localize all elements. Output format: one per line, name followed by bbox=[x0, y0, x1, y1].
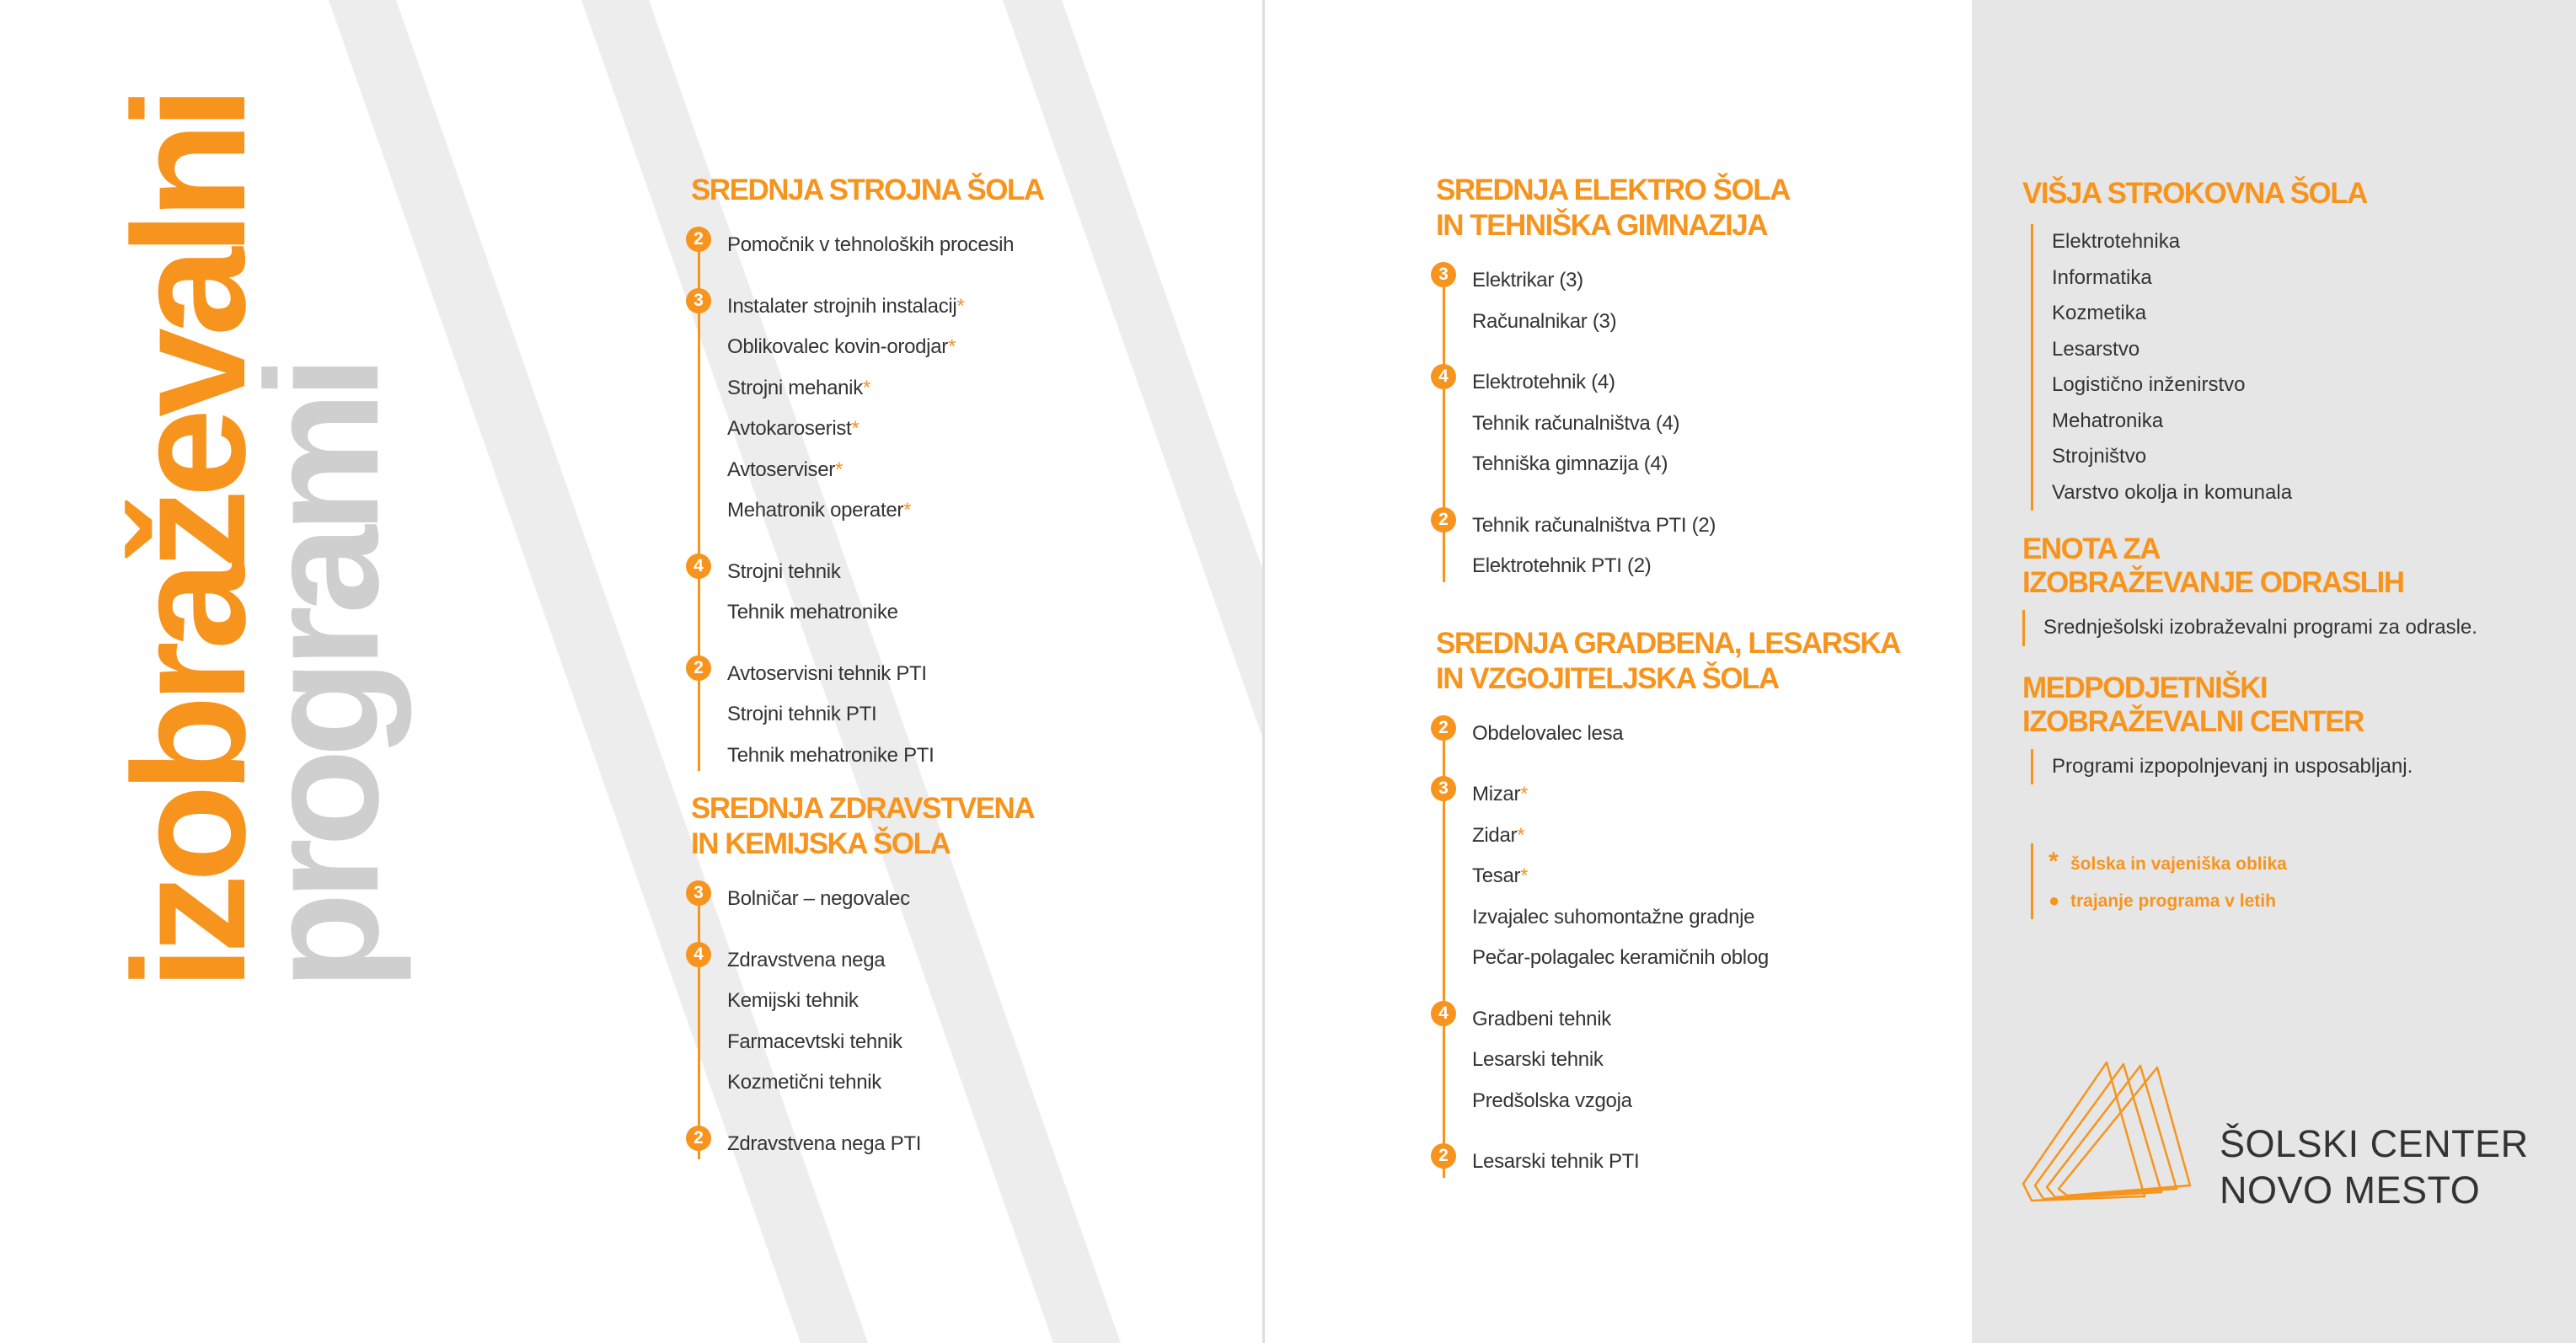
program-group bbox=[691, 879, 1163, 920]
medpodjetniski-description bbox=[2031, 749, 2545, 785]
program-group bbox=[691, 225, 1163, 266]
program-item bbox=[691, 592, 1163, 634]
years-badge: 4 bbox=[686, 554, 711, 579]
years-badge: 3 bbox=[1431, 776, 1456, 801]
program-item bbox=[691, 286, 1163, 328]
program-name: Lesarski tehnik bbox=[1472, 1048, 1604, 1071]
program-item bbox=[1436, 1040, 1925, 1081]
enota-izobrazevanje-odraslih bbox=[2022, 532, 2545, 646]
program-item bbox=[691, 736, 1163, 777]
visja-program-item: Varstvo okolja in komunala bbox=[2052, 480, 2293, 504]
asterisk-icon: * bbox=[1517, 823, 1525, 847]
program-item bbox=[1436, 938, 1925, 979]
years-badge: 3 bbox=[686, 880, 711, 906]
years-badge: 2 bbox=[686, 227, 711, 252]
years-badge: 3 bbox=[1431, 262, 1456, 287]
school-title bbox=[691, 791, 1163, 862]
visja-program-item: Strojništvo bbox=[2052, 445, 2147, 468]
program-item bbox=[1436, 856, 1925, 897]
program-item bbox=[1436, 260, 1925, 302]
program-item bbox=[1436, 302, 1925, 343]
program-name: Mehatronik operater bbox=[727, 499, 904, 522]
program-name: Strojni tehnik bbox=[727, 559, 841, 583]
program-item bbox=[1436, 404, 1925, 445]
visja-program-item: Kozmetika bbox=[2052, 302, 2147, 324]
medpodjetniski-title bbox=[2022, 672, 2545, 739]
program-name: Strojni tehnik PTI bbox=[727, 703, 877, 725]
asterisk-icon: * bbox=[862, 376, 870, 399]
program-name: Strojni mehanik bbox=[727, 376, 863, 399]
program-group bbox=[691, 552, 1163, 634]
program-name: Elektrotehnik (4) bbox=[1472, 371, 1615, 393]
school-logo-text bbox=[2220, 1121, 2529, 1213]
program-item bbox=[691, 981, 1163, 1022]
page-fold bbox=[1262, 0, 1265, 1343]
asterisk-icon: * bbox=[947, 335, 956, 358]
program-name: Zdravstvena nega PTI bbox=[727, 1132, 922, 1155]
program-name: Obdelovalec lesa bbox=[1472, 721, 1624, 745]
program-item bbox=[1436, 506, 1925, 547]
asterisk-icon: * bbox=[835, 457, 843, 481]
visja-program-item: Lesarstvo bbox=[2052, 337, 2140, 361]
program-item bbox=[1436, 546, 1925, 587]
program-item bbox=[691, 368, 1163, 409]
school-title bbox=[1436, 173, 1925, 243]
program-name: Gradbeni tehnik bbox=[1472, 1007, 1611, 1030]
program-name: Pomočnik v tehnoloških procesih bbox=[727, 233, 1015, 256]
asterisk-icon: * bbox=[903, 499, 912, 522]
program-group bbox=[691, 286, 1163, 532]
school-block bbox=[1436, 173, 1925, 587]
logo-line-1: ŠOLSKI CENTER bbox=[2220, 1122, 2529, 1165]
medpodjetniski-title-line-2: IZOBRAŽEVALNI CENTER bbox=[2022, 704, 2364, 738]
asterisk-icon: * bbox=[2048, 848, 2059, 875]
school-title-line: IN KEMIJSKA ŠOLA bbox=[691, 827, 951, 860]
program-name: Avtoserviser bbox=[727, 457, 836, 481]
vertical-title bbox=[100, 94, 412, 990]
years-badge: 2 bbox=[1431, 1143, 1456, 1169]
visja-title-line: VIŠJA STROKOVNA ŠOLA bbox=[2022, 177, 2367, 210]
program-name: Zidar bbox=[1472, 823, 1518, 847]
program-item bbox=[691, 694, 1163, 736]
program-name: Bolničar – negovalec bbox=[727, 887, 910, 910]
asterisk-icon: * bbox=[1520, 783, 1529, 805]
school-block bbox=[1436, 626, 1925, 1183]
legend bbox=[2031, 843, 2545, 919]
program-item bbox=[691, 490, 1163, 532]
school-title-line: SREDNJA GRADBENA, LESARSKA bbox=[1436, 626, 1900, 660]
years-badge: 2 bbox=[686, 655, 711, 681]
program-group bbox=[1436, 999, 1925, 1122]
program-item bbox=[691, 1022, 1163, 1063]
program-item bbox=[1436, 897, 1925, 939]
program-item bbox=[691, 409, 1163, 450]
odrasli-description bbox=[2022, 610, 2545, 646]
medpodjetniski-title-line-1: MEDPODJETNIŠKI bbox=[2022, 671, 2268, 704]
program-name: Tesar bbox=[1472, 864, 1521, 887]
program-item bbox=[1436, 999, 1925, 1041]
school-title bbox=[1436, 626, 1925, 697]
program-name: Tehnik računalništva PTI (2) bbox=[1472, 513, 1716, 537]
program-item bbox=[1436, 816, 1925, 857]
legend-star-row bbox=[2048, 843, 2545, 882]
program-group bbox=[1436, 362, 1925, 485]
years-badge: 4 bbox=[686, 942, 711, 967]
program-name: Pečar-polagalec keramičnih oblog bbox=[1472, 946, 1769, 969]
program-item bbox=[691, 327, 1163, 368]
years-badge: 2 bbox=[1431, 715, 1456, 741]
program-group bbox=[1436, 714, 1925, 755]
odrasli-text: Srednješolski izobraževalni programi za odrasle. bbox=[2043, 616, 2477, 639]
program-item bbox=[1436, 714, 1925, 755]
column-2 bbox=[1436, 173, 1925, 1183]
program-name: Elektrikar (3) bbox=[1472, 269, 1583, 292]
asterisk-icon: * bbox=[1520, 864, 1529, 887]
program-name: Instalater strojnih instalacij bbox=[727, 294, 957, 318]
school-block bbox=[691, 173, 1163, 776]
program-item bbox=[691, 1124, 1163, 1165]
visja-program-item: Informatika bbox=[2052, 265, 2152, 289]
title-word-izobrazevalni: izobraževalni bbox=[100, 94, 279, 990]
program-group bbox=[1436, 260, 1925, 342]
school-title-line: IN TEHNIŠKA GIMNAZIJA bbox=[1436, 209, 1768, 242]
legend-dot-row bbox=[2048, 882, 2545, 919]
program-item bbox=[1436, 774, 1925, 816]
years-badge: 4 bbox=[1431, 1001, 1456, 1026]
column-1 bbox=[691, 173, 1163, 1164]
program-name: Tehnik računalništva (4) bbox=[1472, 411, 1680, 435]
program-item bbox=[1436, 1142, 1925, 1183]
visja-program-list bbox=[2031, 224, 2545, 511]
program-name: Lesarski tehnik PTI bbox=[1472, 1150, 1640, 1173]
logo-line-2: NOVO MESTO bbox=[2220, 1169, 2481, 1212]
medpodjetniski-izobrazevalni-center bbox=[2022, 672, 2545, 785]
program-list bbox=[1436, 714, 1925, 1183]
odrasli-title bbox=[2022, 532, 2545, 600]
program-group bbox=[1436, 506, 1925, 587]
visja-program-item: Mehatronika bbox=[2052, 409, 2164, 432]
program-name: Računalnikar (3) bbox=[1472, 309, 1617, 333]
dot-icon: ● bbox=[2048, 890, 2060, 911]
program-name: Elektrotehnik PTI (2) bbox=[1472, 554, 1652, 577]
program-name: Kozmetični tehnik bbox=[727, 1071, 881, 1094]
program-item bbox=[691, 225, 1163, 266]
asterisk-icon: * bbox=[851, 417, 860, 440]
program-name: Kemijski tehnik bbox=[727, 989, 859, 1012]
asterisk-icon: * bbox=[956, 294, 965, 318]
program-name: Tehnik mehatronike PTI bbox=[727, 743, 935, 767]
program-list bbox=[691, 225, 1163, 776]
years-badge: 4 bbox=[1431, 364, 1456, 389]
program-group bbox=[691, 940, 1163, 1104]
visja-program-item: Elektrotehnika bbox=[2052, 230, 2181, 253]
school-title-line: SREDNJA ZDRAVSTVENA bbox=[691, 792, 1035, 825]
school-title-line: IN VZGOJITELJSKA ŠOLA bbox=[1436, 661, 1779, 695]
visja-title bbox=[2022, 177, 2545, 211]
program-name: Avtoservisni tehnik PTI bbox=[727, 661, 927, 685]
program-item bbox=[691, 654, 1163, 695]
program-name: Tehnik mehatronike bbox=[727, 601, 898, 623]
program-name: Tehniška gimnazija (4) bbox=[1472, 452, 1668, 475]
program-item bbox=[691, 1062, 1163, 1104]
years-badge: 3 bbox=[686, 288, 711, 313]
program-item bbox=[1436, 1081, 1925, 1122]
program-item bbox=[1436, 444, 1925, 485]
visja-program-item: Logistično inženirstvo bbox=[2052, 373, 2246, 396]
column-3 bbox=[2022, 177, 2545, 919]
visja-strokovna-sola bbox=[2022, 177, 2545, 511]
school-block bbox=[691, 791, 1163, 1164]
odrasli-title-line-2: IZOBRAŽEVANJE ODRASLIH bbox=[2022, 566, 2404, 599]
years-badge: 2 bbox=[686, 1126, 711, 1151]
program-name: Farmacevtski tehnik bbox=[727, 1030, 902, 1053]
medpodjetniski-text: Programi izpopolnjevanj in usposabljanj. bbox=[2052, 754, 2413, 778]
school-title bbox=[691, 173, 1163, 208]
program-name: Zdravstvena nega bbox=[727, 948, 886, 971]
program-group bbox=[691, 1124, 1163, 1165]
program-group bbox=[1436, 774, 1925, 979]
program-list bbox=[1436, 260, 1925, 587]
program-item bbox=[691, 450, 1163, 491]
years-badge: 2 bbox=[1431, 507, 1456, 532]
program-item bbox=[691, 879, 1163, 920]
program-name: Predšolska vzgoja bbox=[1472, 1089, 1632, 1112]
school-logo-icon bbox=[2018, 1057, 2195, 1205]
program-item bbox=[691, 940, 1163, 982]
legend-star-text: šolska in vajeniška oblika bbox=[2070, 854, 2287, 874]
school-title-line: SREDNJA ELEKTRO ŠOLA bbox=[1436, 174, 1790, 206]
program-name: Oblikovalec kovin-orodjar bbox=[727, 335, 948, 358]
program-name: Mizar bbox=[1472, 783, 1521, 805]
program-name: Avtokaroserist bbox=[727, 417, 852, 440]
title-word-programi: programi bbox=[233, 363, 412, 990]
school-title-line: SREDNJA STROJNA ŠOLA bbox=[691, 174, 1044, 206]
program-list bbox=[691, 879, 1163, 1164]
program-item bbox=[1436, 362, 1925, 404]
program-group bbox=[691, 654, 1163, 777]
odrasli-title-line-1: ENOTA ZA bbox=[2022, 532, 2160, 565]
program-group bbox=[1436, 1142, 1925, 1183]
program-item bbox=[691, 552, 1163, 593]
legend-dot-text: trajanje programa v letih bbox=[2070, 891, 2276, 911]
program-name: Izvajalec suhomontažne gradnje bbox=[1472, 905, 1755, 928]
